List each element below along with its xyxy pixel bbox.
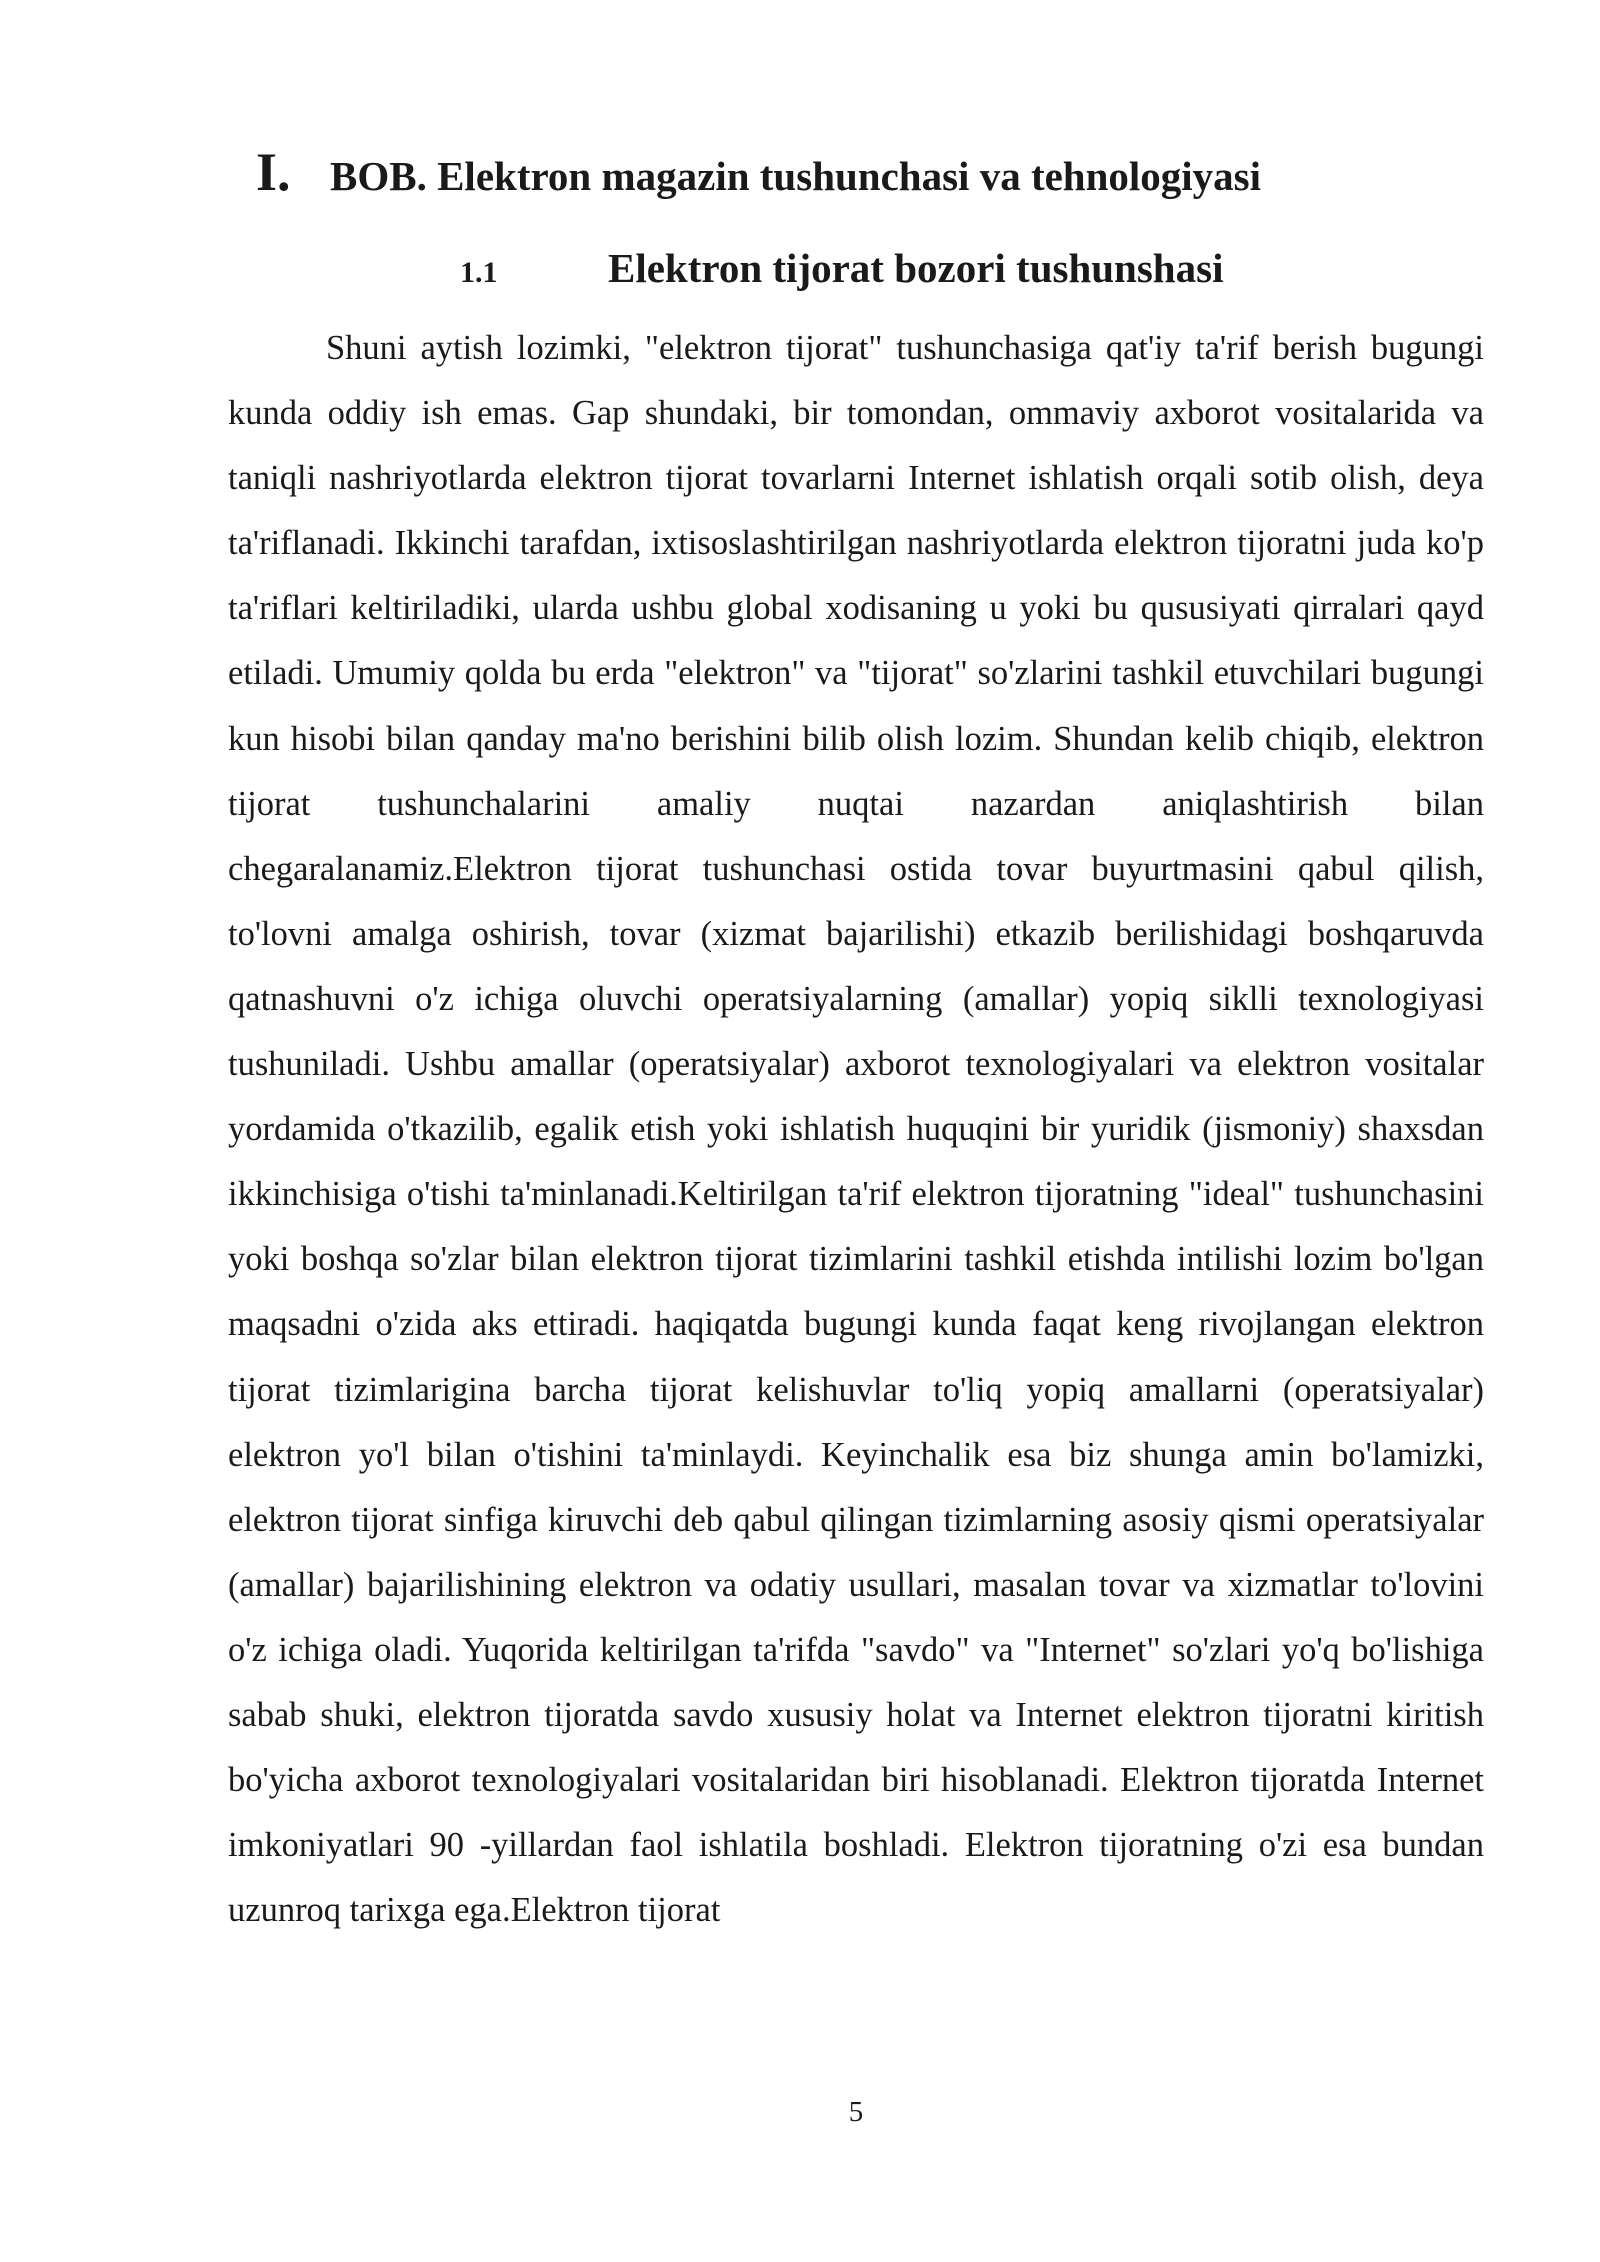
section-heading — [460, 240, 1460, 303]
chapter-title: BOB. Elektron magazin tushunchasi va tehnologiyasi — [330, 153, 1262, 199]
body-paragraph: Shuni aytish lozimki, "elektron tijorat" tushunchasiga qat'iy ta'rif berish bugungi kunda oddiy ish emas. Gap shundaki, bir tomondan, ommaviy axborot vositalarida va taniqli nashriyotlarda elektron tijorat tovarlarni Internet ishlatish orqali sotib olish, deya ta'riflanadi. Ikkinchi tarafdan, ixtisoslashtirilgan nashriyotlarda elektron tijoratni juda ko'p ta'riflari keltiriladiki, ularda ushbu global xodisaning u yoki bu qususiyati qirralari qayd etiladi. Umumiy qolda bu erda "elektron" va "tijorat" so'zlarini tashkil etuvchilari bugungi kun hisobi bilan qanday ma'no berishini bilib olish lozim. Shundan kelib chiqib, elektron tijorat tushunchalarini amaliy nuqtai nazardan aniqlashtirish bilan chegaralanamiz.Elektron tijorat tushunchasi ostida tovar buyurtmasini qabul qilish, to'lovni amalga oshirish, tovar (xizmat bajarilishi) etkazib berilishidagi boshqaruvda qatnashuvni o'z ichiga oluvchi operatsiyalarning (amallar) yopiq siklli texnologiyasi tushuniladi. Ushbu amallar (operatsiyalar) axborot texnologiyalari va elektron vositalar yordamida o'tkazilib, egalik etish yoki ishlatish huquqini bir yuridik (jismoniy) shaxsdan ikkinchisiga o'tishi ta'minlanadi.Keltirilgan ta'rif elektron tijoratning "ideal" tushunchasini yoki boshqa so'zlar bilan elektron tijorat tizimlarini tashkil etishda intilishi lozim bo'lgan maqsadni o'zida aks ettiradi. haqiqatda bugungi kunda faqat keng rivojlangan elektron tijorat tizimlarigina barcha tijorat kelishuvlar to'liq yopiq amallarni (operatsiyalar) elektron yo'l bilan o'tishini ta'minlaydi. Keyinchalik esa biz shunga amin bo'lamizki, elektron tijorat sinfiga kiruvchi deb qabul qilingan tizimlarning asosiy qismi operatsiyalar (amallar) bajarilishining elektron va odatiy usullari, masalan tovar va xizmatlar to'lovini o'z ichiga oladi. Yuqorida keltirilgan ta'rifda "savdo" va "Internet" so'zlari yo'q bo'lishiga sabab shuki, elektron tijoratda savdo xususiy holat va Internet elektron tijoratni kiritish bo'yicha axborot texnologiyalari vositalaridan biri hisoblanadi. Elektron tijoratda Internet imkoniyatlari 90 -yillardan faol ishlatila boshladi. Elektron tijoratning o'zi esa bundan uzunroq tarixga ega.Elektron tijorat — [228, 329, 1484, 1930]
section-number: 1.1 — [460, 256, 498, 289]
chapter-heading — [256, 142, 1456, 209]
chapter-numeral: I. — [256, 142, 291, 202]
section-title: Elektron tijorat bozori tushunshasi — [608, 245, 1224, 291]
page-number: 5 — [848, 2096, 864, 2128]
